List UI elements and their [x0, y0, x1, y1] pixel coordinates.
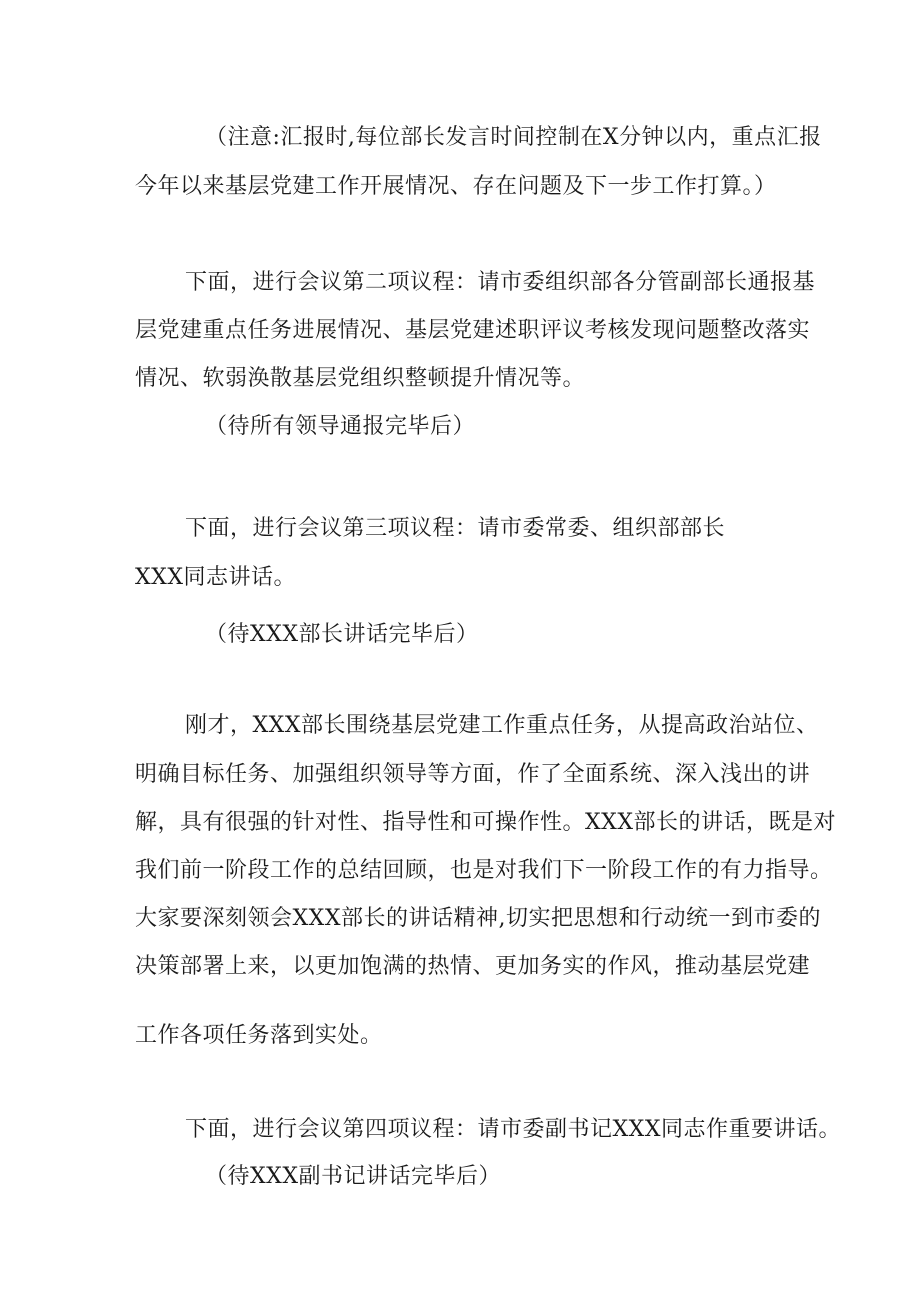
note-line-1: （注意:汇报时,每位部长发言时间控制在X分钟以内，重点汇报: [205, 125, 822, 150]
summary-line-3: 解，具有很强的针对性、指导性和可操作性。XXX部长的讲话，既是对: [135, 810, 836, 835]
agenda3-line-1: 下面，进行会议第三项议程：请市委常委、组织部部长: [185, 516, 726, 541]
agenda4-line-1: 下面，进行会议第四项议程：请市委副书记XXX同志作重要讲话。: [185, 1117, 841, 1142]
agenda4-remark: （待XXX副书记讲话完毕后）: [205, 1164, 501, 1189]
agenda2-line-1: 下面，进行会议第二项议程：请市委组织部各分管副部长通报基: [185, 270, 816, 295]
agenda2-remark: （待所有领导通报完毕后）: [205, 414, 476, 439]
summary-line-4: 我们前一阶段工作的总结回顾，也是对我们下一阶段工作的有力指导。: [135, 858, 833, 883]
note-line-2: 今年以来基层党建工作开展情况、存在问题及下一步工作打算。）: [135, 174, 777, 199]
summary-line-7: 工作各项任务落到实处。: [135, 1023, 383, 1048]
summary-line-2: 明确目标任务、加强组织领导等方面，作了全面系统、深入浅出的讲: [135, 762, 811, 787]
summary-line-5: 大家要深刻领会XXX部长的讲话精神,切实把思想和行动统一到市委的: [135, 906, 821, 931]
agenda2-line-3: 情况、软弱涣散基层党组织整顿提升情况等。: [135, 366, 586, 391]
summary-line-1: 刚才，XXX部长围绕基层党建工作重点任务，从提高政治站位、: [185, 713, 819, 738]
agenda3-line-2: XXX同志讲话。: [135, 565, 296, 590]
summary-line-6: 决策部署上来，以更加饱满的热情、更加务实的作风，推动基层党建: [135, 954, 811, 979]
agenda2-line-2: 层党建重点任务进展情况、基层党建述职评议考核发现问题整改落实: [135, 318, 811, 343]
agenda3-remark: （待XXX部长讲话完毕后）: [205, 622, 479, 647]
